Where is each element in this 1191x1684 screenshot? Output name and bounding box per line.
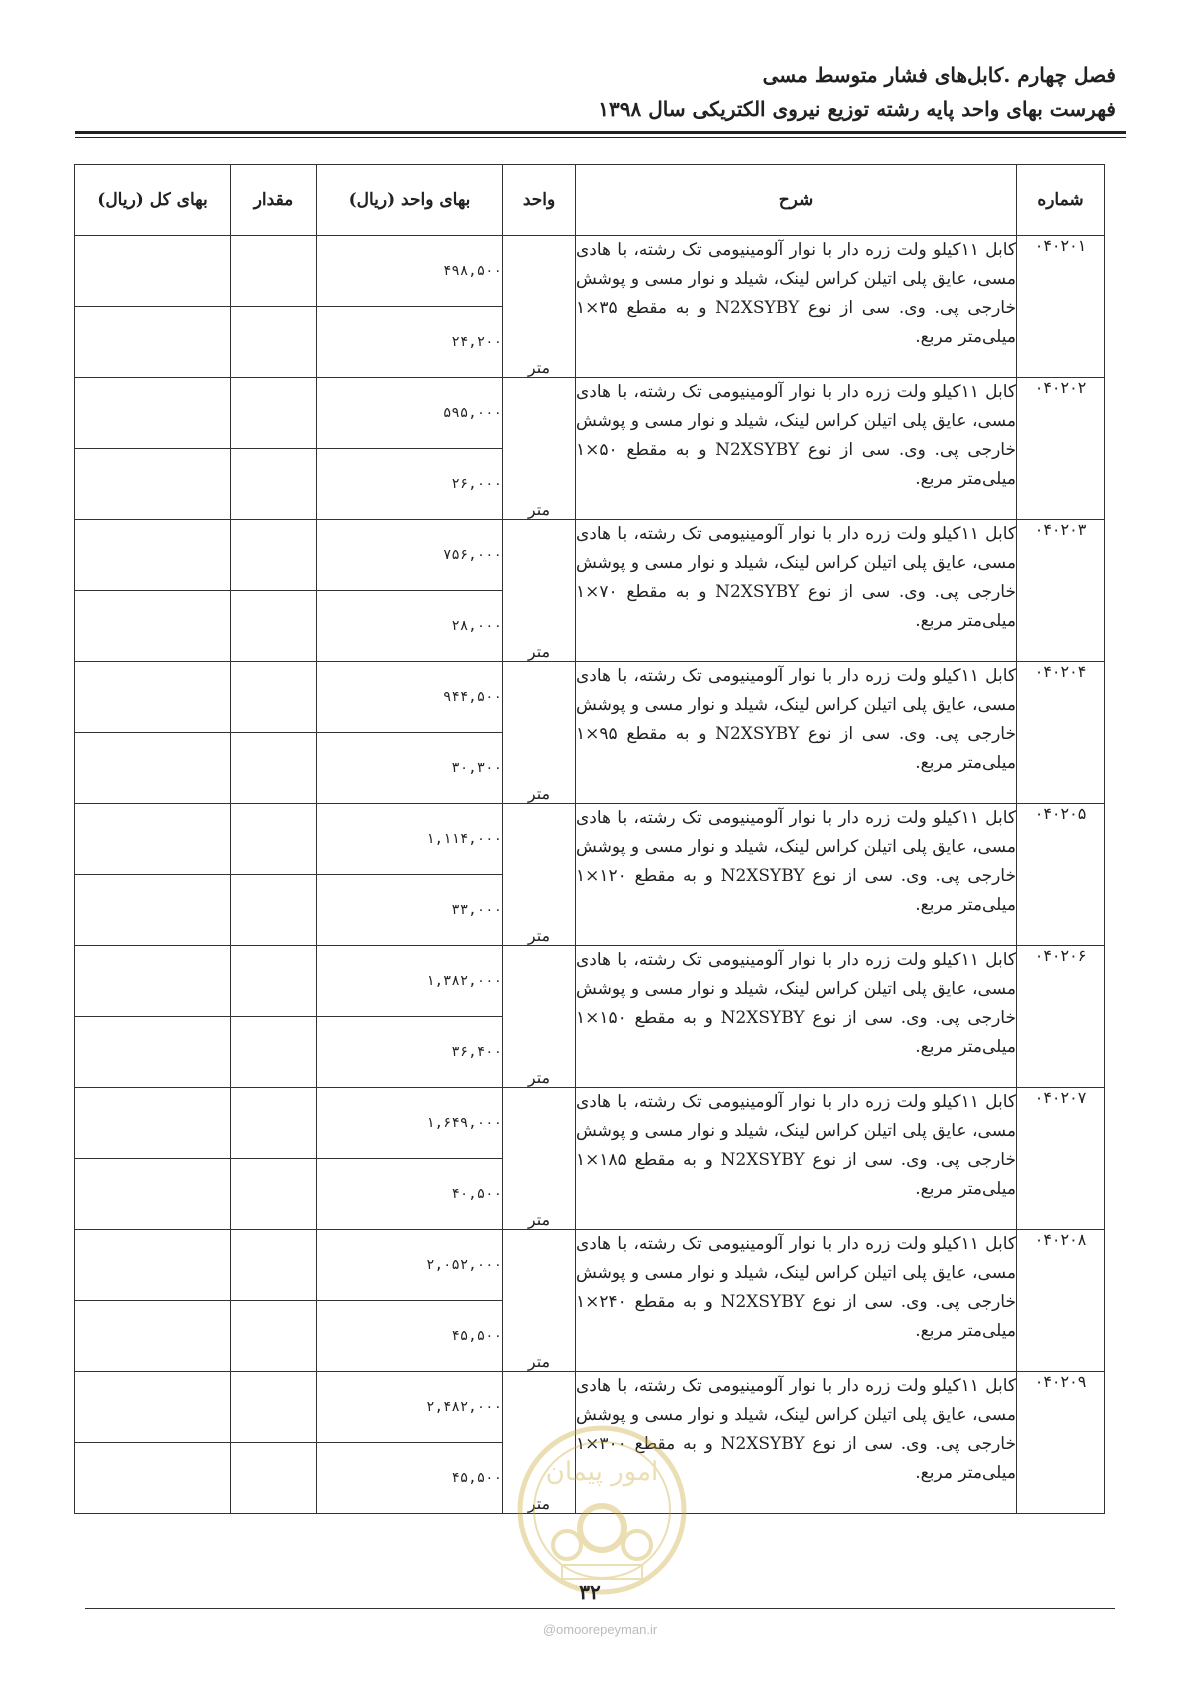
- item-description: کابل ۱۱کیلو ولت زره دار با نوار آلومینیومی تک رشته، با هادی مسی، عایق پلی اتیلن کراس لینک، شیلد و نوار مسی و پوشش خارجی پی. وی. سی از نوع N2XSYBY و به مقطع ۱۲۰×۱ میلی‌متر مربع.: [576, 804, 1017, 946]
- header-quantity: مقدار: [231, 165, 317, 236]
- header-rule-thick: [75, 131, 1126, 134]
- unit-price: ۱,۳۸۲,۰۰۰: [317, 946, 503, 1017]
- quantity-cell: [231, 591, 317, 662]
- header-rule-thin: [75, 137, 1126, 138]
- header-number: شماره: [1017, 165, 1105, 236]
- site-watermark-text: @omoorepeyman.ir: [542, 1622, 658, 1637]
- quantity-cell: [231, 946, 317, 1017]
- total-cell: [75, 1088, 231, 1159]
- item-description: کابل ۱۱کیلو ولت زره دار با نوار آلومینیومی تک رشته، با هادی مسی، عایق پلی اتیلن کراس لینک، شیلد و نوار مسی و پوشش خارجی پی. وی. سی از نوع N2XSYBY و به مقطع ۷۰×۱ میلی‌متر مربع.: [576, 520, 1017, 662]
- item-number: ۰۴۰۲۰۹: [1017, 1372, 1105, 1514]
- unit-price: ۵۹۵,۰۰۰: [317, 378, 503, 449]
- quantity-cell: [231, 1301, 317, 1372]
- item-description: کابل ۱۱کیلو ولت زره دار با نوار آلومینیومی تک رشته، با هادی مسی، عایق پلی اتیلن کراس لینک، شیلد و نوار مسی و پوشش خارجی پی. وی. سی از نوع N2XSYBY و به مقطع ۵۰×۱ میلی‌متر مربع.: [576, 378, 1017, 520]
- total-cell: [75, 520, 231, 591]
- total-cell: [75, 307, 231, 378]
- watermark-seal-icon: [512, 1420, 692, 1600]
- unit-price: ۳۳,۰۰۰: [317, 875, 503, 946]
- page-number: ۳۲: [579, 1580, 601, 1604]
- item-number: ۰۴۰۲۰۲: [1017, 378, 1105, 520]
- total-cell: [75, 1372, 231, 1443]
- item-unit: متر: [503, 946, 576, 1088]
- chapter-title: فصل چهارم .کابل‌های فشار متوسط مسی: [762, 63, 1116, 87]
- footer-rule: [85, 1608, 1115, 1609]
- item-unit: متر: [503, 1088, 576, 1230]
- item-number: ۰۴۰۲۰۱: [1017, 236, 1105, 378]
- quantity-cell: [231, 804, 317, 875]
- total-cell: [75, 236, 231, 307]
- item-unit: متر: [503, 1372, 576, 1514]
- document-title: فهرست بهای واحد پایه رشته توزیع نیروی الکتریکی سال ۱۳۹۸: [598, 97, 1116, 121]
- item-number: ۰۴۰۲۰۶: [1017, 946, 1105, 1088]
- unit-price: ۲,۰۵۲,۰۰۰: [317, 1230, 503, 1301]
- quantity-cell: [231, 875, 317, 946]
- header-total-price: بهای کل (ریال): [75, 165, 231, 236]
- total-cell: [75, 662, 231, 733]
- total-cell: [75, 449, 231, 520]
- quantity-cell: [231, 520, 317, 591]
- total-cell: [75, 1017, 231, 1088]
- unit-price: ۲۸,۰۰۰: [317, 591, 503, 662]
- total-cell: [75, 591, 231, 662]
- quantity-cell: [231, 1088, 317, 1159]
- quantity-cell: [231, 733, 317, 804]
- item-number: ۰۴۰۲۰۵: [1017, 804, 1105, 946]
- item-unit: متر: [503, 378, 576, 520]
- total-cell: [75, 1301, 231, 1372]
- quantity-cell: [231, 1017, 317, 1088]
- unit-price: ۹۴۴,۵۰۰: [317, 662, 503, 733]
- table-row: [75, 378, 1105, 449]
- table-row: [75, 1088, 1105, 1159]
- total-cell: [75, 875, 231, 946]
- total-cell: [75, 733, 231, 804]
- item-description: کابل ۱۱کیلو ولت زره دار با نوار آلومینیومی تک رشته، با هادی مسی، عایق پلی اتیلن کراس لینک، شیلد و نوار مسی و پوشش خارجی پی. وی. سی از نوع N2XSYBY و به مقطع ۹۵×۱ میلی‌متر مربع.: [576, 662, 1017, 804]
- quantity-cell: [231, 449, 317, 520]
- unit-price: ۱,۱۱۴,۰۰۰: [317, 804, 503, 875]
- item-unit: متر: [503, 520, 576, 662]
- item-unit: متر: [503, 1230, 576, 1372]
- quantity-cell: [231, 662, 317, 733]
- item-description: کابل ۱۱کیلو ولت زره دار با نوار آلومینیومی تک رشته، با هادی مسی، عایق پلی اتیلن کراس لینک، شیلد و نوار مسی و پوشش خارجی پی. وی. سی از نوع N2XSYBY و به مقطع ۱۸۵×۱ میلی‌متر مربع.: [576, 1088, 1017, 1230]
- table-row: [75, 236, 1105, 307]
- quantity-cell: [231, 1159, 317, 1230]
- unit-price: ۷۵۶,۰۰۰: [317, 520, 503, 591]
- unit-price: ۳۶,۴۰۰: [317, 1017, 503, 1088]
- item-unit: متر: [503, 662, 576, 804]
- quantity-cell: [231, 1443, 317, 1514]
- total-cell: [75, 378, 231, 449]
- item-unit: متر: [503, 236, 576, 378]
- quantity-cell: [231, 378, 317, 449]
- item-unit: متر: [503, 804, 576, 946]
- quantity-cell: [231, 1372, 317, 1443]
- item-number: ۰۴۰۲۰۴: [1017, 662, 1105, 804]
- item-number: ۰۴۰۲۰۸: [1017, 1230, 1105, 1372]
- page-header: [66, 58, 1116, 126]
- price-table: [74, 164, 1105, 1514]
- unit-price: ۳۰,۳۰۰: [317, 733, 503, 804]
- total-cell: [75, 1230, 231, 1301]
- watermark-text: امور پیمان: [545, 1457, 659, 1487]
- table-row: [75, 520, 1105, 591]
- item-description: کابل ۱۱کیلو ولت زره دار با نوار آلومینیومی تک رشته، با هادی مسی، عایق پلی اتیلن کراس لینک، شیلد و نوار مسی و پوشش خارجی پی. وی. سی از نوع N2XSYBY و به مقطع ۱۵۰×۱ میلی‌متر مربع.: [576, 946, 1017, 1088]
- header-unit-price: بهای واحد (ریال): [317, 165, 503, 236]
- unit-price: ۴۹۸,۵۰۰: [317, 236, 503, 307]
- total-cell: [75, 946, 231, 1017]
- item-number: ۰۴۰۲۰۷: [1017, 1088, 1105, 1230]
- unit-price: ۲۴,۲۰۰: [317, 307, 503, 378]
- table-header-row: [75, 165, 1105, 236]
- unit-price: ۴۰,۵۰۰: [317, 1159, 503, 1230]
- total-cell: [75, 804, 231, 875]
- quantity-cell: [231, 307, 317, 378]
- header-unit: واحد: [503, 165, 576, 236]
- quantity-cell: [231, 1230, 317, 1301]
- total-cell: [75, 1159, 231, 1230]
- table-row: [75, 804, 1105, 875]
- unit-price: ۴۵,۵۰۰: [317, 1301, 503, 1372]
- unit-price: ۴۵,۵۰۰: [317, 1443, 503, 1514]
- unit-price: ۲,۴۸۲,۰۰۰: [317, 1372, 503, 1443]
- item-description: کابل ۱۱کیلو ولت زره دار با نوار آلومینیومی تک رشته، با هادی مسی، عایق پلی اتیلن کراس لینک، شیلد و نوار مسی و پوشش خارجی پی. وی. سی از نوع N2XSYBY و به مقطع ۳۵×۱ میلی‌متر مربع.: [576, 236, 1017, 378]
- table-row: [75, 662, 1105, 733]
- unit-price: ۱,۶۴۹,۰۰۰: [317, 1088, 503, 1159]
- table-row: [75, 946, 1105, 1017]
- header-description: شرح: [576, 165, 1017, 236]
- item-description: کابل ۱۱کیلو ولت زره دار با نوار آلومینیومی تک رشته، با هادی مسی، عایق پلی اتیلن کراس لینک، شیلد و نوار مسی و پوشش خارجی پی. وی. سی از نوع N2XSYBY و به مقطع ۲۴۰×۱ میلی‌متر مربع.: [576, 1230, 1017, 1372]
- total-cell: [75, 1443, 231, 1514]
- table-row: [75, 1230, 1105, 1301]
- item-description: کابل ۱۱کیلو ولت زره دار با نوار آلومینیومی تک رشته، با هادی مسی، عایق پلی اتیلن کراس لینک، شیلد و نوار مسی و پوشش خارجی پی. وی. سی از نوع N2XSYBY و به مقطع ۳۰۰×۱ میلی‌متر مربع.: [576, 1372, 1017, 1514]
- quantity-cell: [231, 236, 317, 307]
- unit-price: ۲۶,۰۰۰: [317, 449, 503, 520]
- item-number: ۰۴۰۲۰۳: [1017, 520, 1105, 662]
